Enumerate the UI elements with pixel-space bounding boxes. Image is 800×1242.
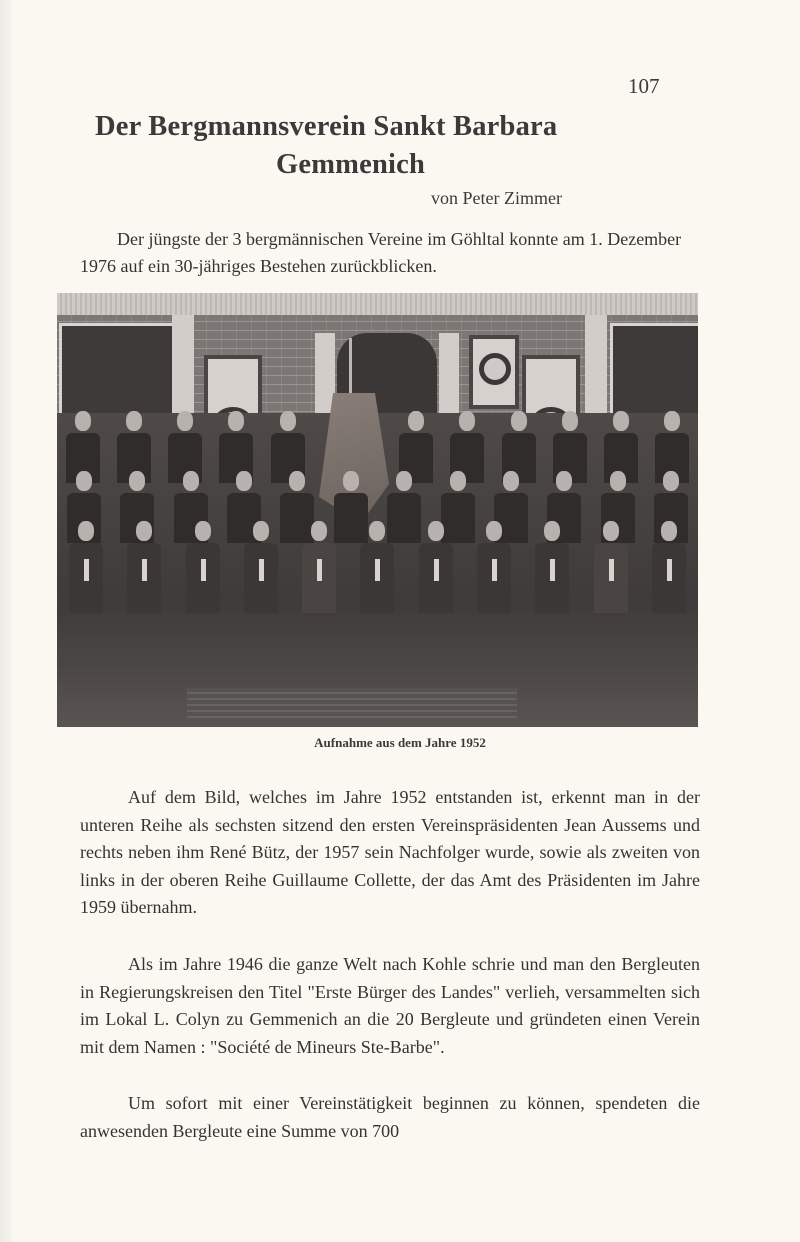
intro-paragraph <box>80 226 700 280</box>
group-photo <box>57 293 698 727</box>
paragraph-text: Auf dem Bild, welches im Jahre 1952 entstanden ist, erkennt man in der unteren Reihe als sechsten sitzend den ersten Vereinspräsidenten Jean Aussems und rechts neben ihm René Bütz, der 1957 sein Nachfolger wurde, sowie als zweiten von links in der oberen Reihe Guillaume Collette, der das Amt des Präsidenten im Jahre 1959 übernahm. <box>80 787 700 918</box>
fnc-sign <box>469 335 519 409</box>
paragraph-1 <box>80 784 700 922</box>
article-title-line-2: Gemmenich <box>276 149 426 180</box>
page-number: 107 <box>628 74 660 98</box>
article-title-line-1: Der Bergmannsverein Sankt Barbara <box>95 111 558 142</box>
photo-caption: Aufnahme aus dem Jahre 1952 <box>314 735 486 750</box>
intro-text: Der jüngste der 3 bergmännischen Vereine im Göhltal konnte am 1. Dezember 1976 auf ein 30-jähriges Bestehen zurückblicken. <box>80 229 682 276</box>
page-edge-shadow <box>0 0 12 1242</box>
photo-top-band <box>57 293 698 317</box>
paragraph-text: Um sofort mit einer Vereinstätigkeit beginnen zu können, spendeten die anwesenden Bergleute eine Summe von 700 <box>80 1093 700 1141</box>
pavement <box>187 688 517 718</box>
paragraph-3 <box>80 1090 700 1145</box>
paragraph-2 <box>80 951 700 1061</box>
author-byline: von Peter Zimmer <box>431 188 562 208</box>
paragraph-text: Als im Jahre 1946 die ganze Welt nach Kohle schrie und man den Bergleuten in Regierungskreisen den Titel "Erste Bürger des Landes" verlieh, versammelten sich im Lokal L. Colyn zu Gemmenich an die 20 Bergleute und gründeten einen Verein mit dem Namen : "Société de Mineurs Ste-Barbe". <box>80 954 700 1057</box>
front-row-seated <box>57 521 698 613</box>
